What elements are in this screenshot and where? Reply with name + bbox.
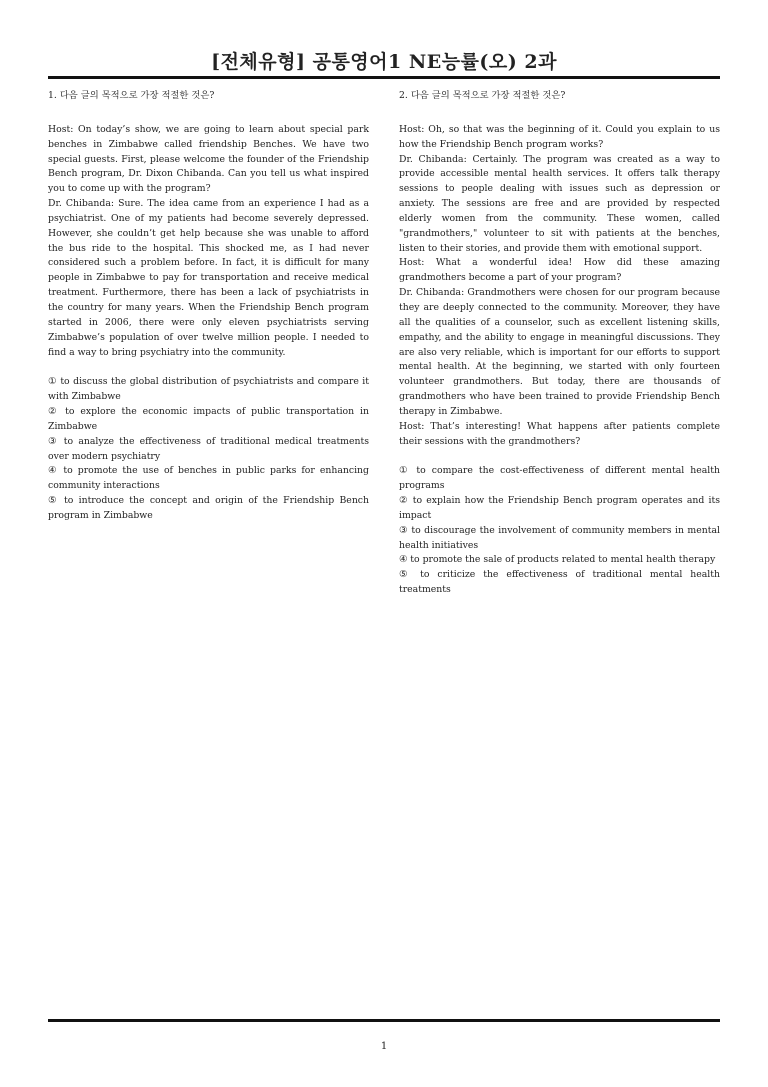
- question-2-passage-chibanda-1: Dr. Chibanda: Certainly. The program was created as a way to provide accessible mental health services. It offers talk therapy sessions to people dealing with issues such as depression or anxiety. The sessions are free and are provided by respected elderly women from the community. These women, called "grandmothers," volunteer to sit with patients at the benches, listen to their stories, and provide them with emotional support.: [399, 153, 720, 254]
- question-1-options: [48, 375, 369, 523]
- question-1-option-3: ③ to analyze the effectiveness of traditional medical treatments over modern psychiatry: [48, 435, 369, 462]
- question-1-prompt: 1. 다음 글의 목적으로 가장 적절한 것은?: [48, 90, 215, 101]
- question-1-option-1: ① to discuss the global distribution of psychiatrists and compare it with Zimbabwe: [48, 376, 369, 403]
- question-1-option-5: ⑤ to introduce the concept and origin of the Friendship Bench program in Zimbabwe: [48, 495, 369, 521]
- question-2-passage-host-2: Host: What a wonderful idea! How did these amazing grandmothers become a part of your program?: [399, 257, 720, 284]
- question-2-option-4: ④ to promote the sale of products related to mental health therapy: [399, 554, 716, 566]
- page-title: [전체유형] 공통영어1 NE능률(오) 2과: [211, 51, 557, 73]
- question-1-passage-host: Host: On today’s show, we are going to learn about special park benches in Zimbabwe called friendship Benches. We have two special guests. First, please welcome the founder of the Friendship Bench program, Dr. Dixon Chibanda. Can you tell us what inspired you to come up with the program?: [48, 123, 369, 195]
- question-1-passage-chibanda: Dr. Chibanda: Sure. The idea came from an experience I had as a psychiatrist. One of my patients had become severely depressed. However, she couldn’t get help because she was unable to afford the bus ride to the hospital. This shocked me, as I had never considered such a problem before. In fact, it is difficult for many people in Zimbabwe to pay for transportation and receive medical treatment. Furthermore, there has been a lack of psychiatrists in the country for many years. When the Friendship Bench program started in 2006, there were only eleven psychiatrists serving Zimbabwe’s population of over twelve million people. I needed to find a way to bring psychiatry into the community.: [48, 198, 369, 358]
- question-2-option-5: ⑤ to criticize the effectiveness of traditional mental health treatments: [399, 569, 720, 596]
- question-2-prompt: 2. 다음 글의 목적으로 가장 적절한 것은?: [399, 90, 566, 101]
- header-rule: [48, 76, 720, 79]
- question-2-column: [399, 89, 720, 598]
- question-1-column: [48, 89, 369, 524]
- question-1-option-4: ④ to promote the use of benches in public parks for enhancing community interactions: [48, 465, 369, 492]
- question-2-passage-host-3: Host: That’s interesting! What happens after patients complete their sessions with the grandmothers?: [399, 420, 720, 447]
- page-number: 1: [380, 1041, 388, 1052]
- question-2-option-2: ② to explain how the Friendship Bench program operates and its impact: [399, 495, 720, 521]
- question-2-option-1: ① to compare the cost-effectiveness of different mental health programs: [399, 465, 720, 492]
- question-2-passage-host-1: Host: Oh, so that was the beginning of it. Could you explain to us how the Friendship Bench program works?: [399, 123, 720, 150]
- question-1-option-2: ② to explore the economic impacts of public transportation in Zimbabwe: [48, 406, 369, 432]
- footer-rule: [48, 1019, 720, 1022]
- question-2-options: [399, 464, 720, 598]
- question-2-passage-chibanda-2: Dr. Chibanda: Grandmothers were chosen for our program because they are deeply connected to the community. Moreover, they have all the qualities of a counselor, such as excellent listening skills, empathy, and the ability to engage in meaningful discussions. They are also very reliable, which is important for our efforts to support mental health. At the beginning, we started with only fourteen volunteer grandmothers. But today, there are thousands of grandmothers who have been trained to provide Friendship Bench therapy in Zimbabwe.: [399, 287, 720, 417]
- question-2-option-3: ③ to discourage the involvement of community members in mental health initiatives: [399, 524, 720, 551]
